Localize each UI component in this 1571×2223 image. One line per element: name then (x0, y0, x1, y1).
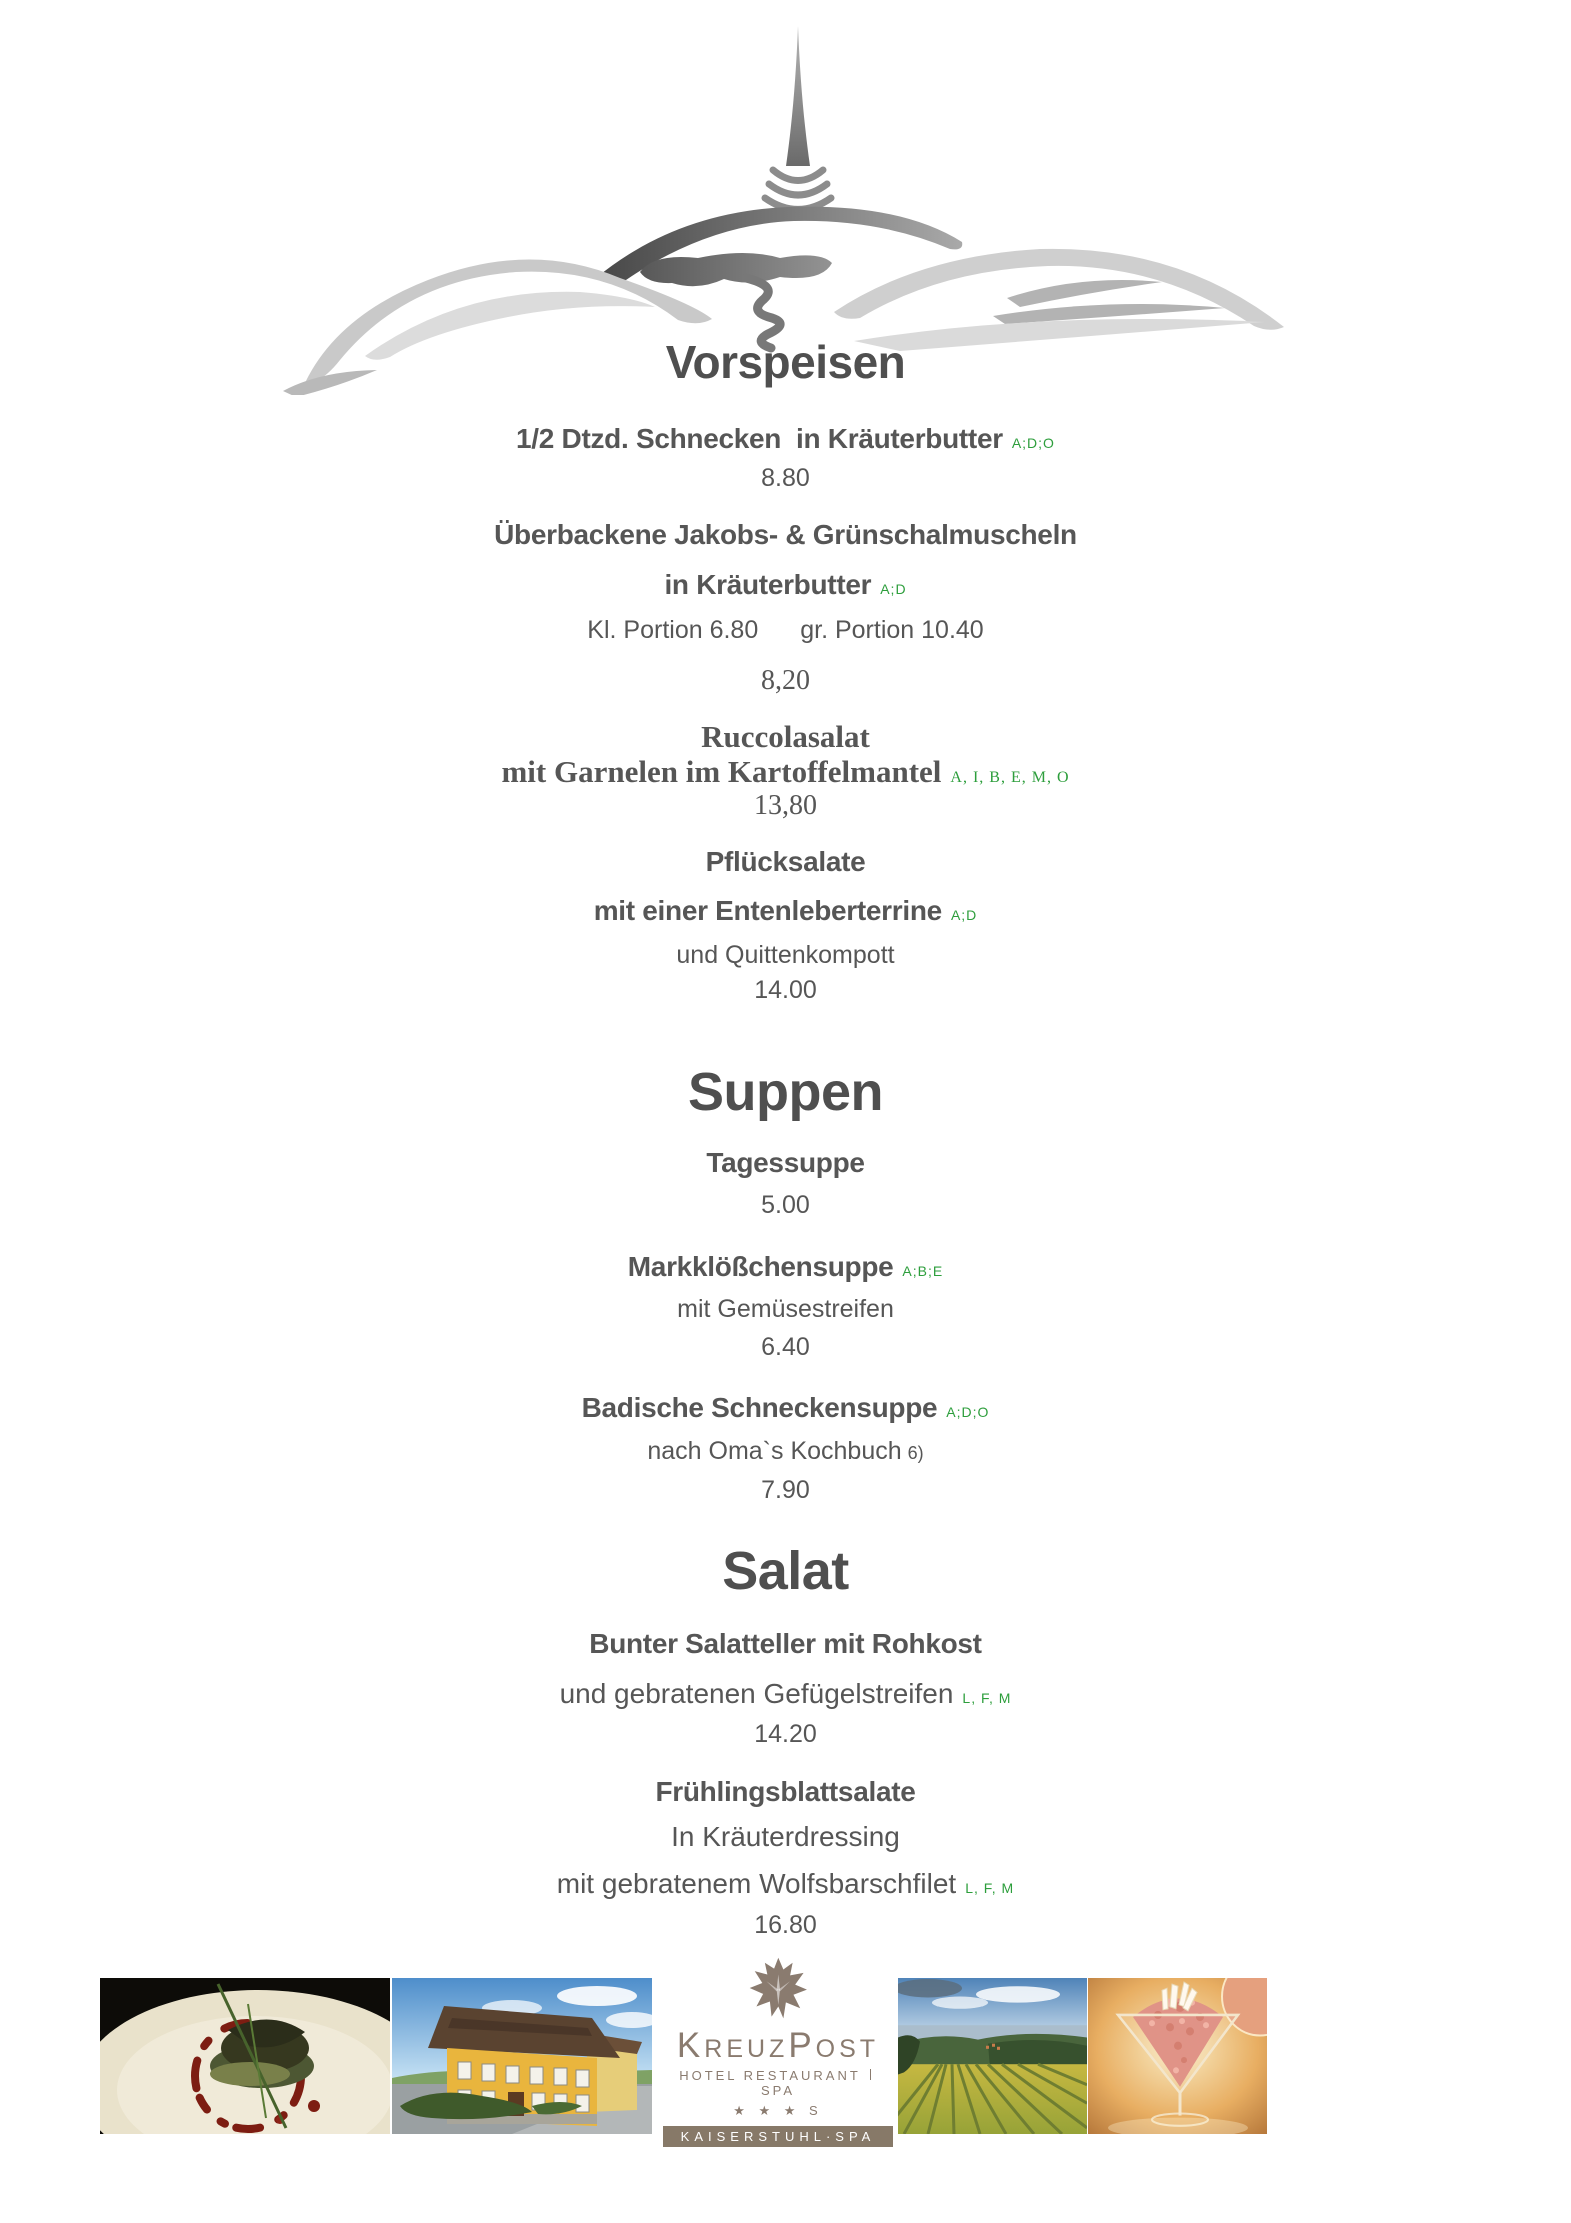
menu-item-name: Tagessuppe (706, 1147, 865, 1179)
vine-leaf-icon (748, 1956, 809, 2020)
menu-item-price: 8,20 (761, 664, 810, 696)
menu-item-name (0, 1392, 1571, 1424)
spire-shape (786, 26, 810, 166)
menu-item-subline: und Quittenkompott (676, 941, 895, 970)
menu-item-name (0, 569, 1571, 601)
section-title-vorspeisen: Vorspeisen (665, 336, 906, 388)
allergen-codes: A;D;O (1011, 434, 1055, 451)
allergen-codes: A;D (880, 581, 907, 598)
subline-text: und gebratenen Gefügelstreifen (559, 1677, 954, 1709)
menu-item-price: 6.40 (761, 1332, 810, 1361)
hotel-building-photo (392, 1978, 652, 2134)
menu-item-name: Überbackene Jakobs- & Grünschalmuscheln (494, 518, 1077, 550)
menu-item-subline (0, 1437, 1571, 1466)
spire-ring (773, 170, 823, 181)
kaiserstuhl-spa-banner: KAISERSTUHL·SPA (663, 2126, 893, 2147)
tagline-right: SPA (760, 2083, 796, 2098)
menu-item-subline (0, 1678, 1571, 1710)
brand-name: KreuzPost (676, 2026, 880, 2065)
subline-text: nach Oma`s Kochbuch (647, 1436, 902, 1465)
menu-item-name (0, 1251, 1571, 1283)
menu-item-price: 7.90 (761, 1475, 810, 1504)
menu-item-name (0, 423, 1571, 455)
section-title-suppen: Suppen (688, 1061, 883, 1122)
subline-text: mit gebratenem Wolfsbarschfilet (556, 1867, 957, 1899)
star-rating: ★ ★ ★ S (733, 2103, 823, 2118)
vineyard-landscape-photo (898, 1978, 1087, 2134)
menu-item-price: 8.80 (761, 464, 810, 493)
menu-item-subline: mit Gemüsestreifen (677, 1295, 894, 1324)
dessert-glass-photo (1088, 1978, 1267, 2134)
allergen-codes: A;B;E (902, 1263, 944, 1280)
allergen-codes: L, F, M (962, 1689, 1012, 1706)
brand-tagline (663, 2068, 893, 2098)
allergen-codes: A, I, B, E, M, O (950, 769, 1070, 787)
menu-item-name: Pflücksalate (705, 846, 866, 878)
portion-small: Kl. Portion 6.80 (587, 616, 759, 645)
menu-item-price: 16.80 (754, 1911, 817, 1940)
footnote-ref: 6) (907, 1442, 924, 1463)
allergen-codes: A;D (950, 907, 978, 924)
menu-item-price: 5.00 (761, 1191, 810, 1220)
right-hill-dash-upper (1007, 280, 1162, 307)
center-blob (640, 253, 832, 286)
item-name-text: in Kräuterbutter (664, 569, 872, 601)
tagline-divider (870, 2069, 871, 2080)
tagline-left: HOTEL RESTAURANT (679, 2068, 861, 2083)
spire-ring (769, 184, 827, 195)
menu-item-subline: In Kräuterdressing (671, 1820, 900, 1852)
menu-column (0, 336, 1571, 1940)
menu-item-name (0, 755, 1571, 790)
allergen-codes: A;D;O (946, 1403, 990, 1420)
menu-item-price: 14.00 (754, 976, 817, 1005)
menu-item-subline (0, 1868, 1571, 1900)
item-name-text: mit einer Entenleberterrine (593, 895, 942, 927)
plated-dish-photo (100, 1978, 390, 2134)
menu-item-name: Bunter Salatteller mit Rohkost (589, 1628, 982, 1660)
portion-prices (0, 616, 1571, 645)
kreuzpost-logo (663, 1956, 893, 2147)
menu-item-name (0, 895, 1571, 927)
allergen-codes: L, F, M (965, 1879, 1015, 1896)
item-name-text: 1/2 Dtzd. Schnecken in Kräuterbutter (516, 422, 1003, 454)
menu-item-name: Ruccolasalat (701, 719, 870, 755)
item-name-text: Badische Schneckensuppe (581, 1391, 938, 1423)
item-name-text: mit Garnelen im Kartoffelmantel (501, 754, 942, 790)
item-name-text: Markklößchensuppe (627, 1251, 894, 1283)
section-title-salat: Salat (722, 1541, 849, 1602)
menu-item-price: 14.20 (754, 1719, 817, 1748)
menu-item-name: Frühlingsblattsalate (655, 1775, 916, 1807)
menu-item-price: 13,80 (754, 789, 817, 821)
portion-large: gr. Portion 10.40 (800, 616, 984, 645)
